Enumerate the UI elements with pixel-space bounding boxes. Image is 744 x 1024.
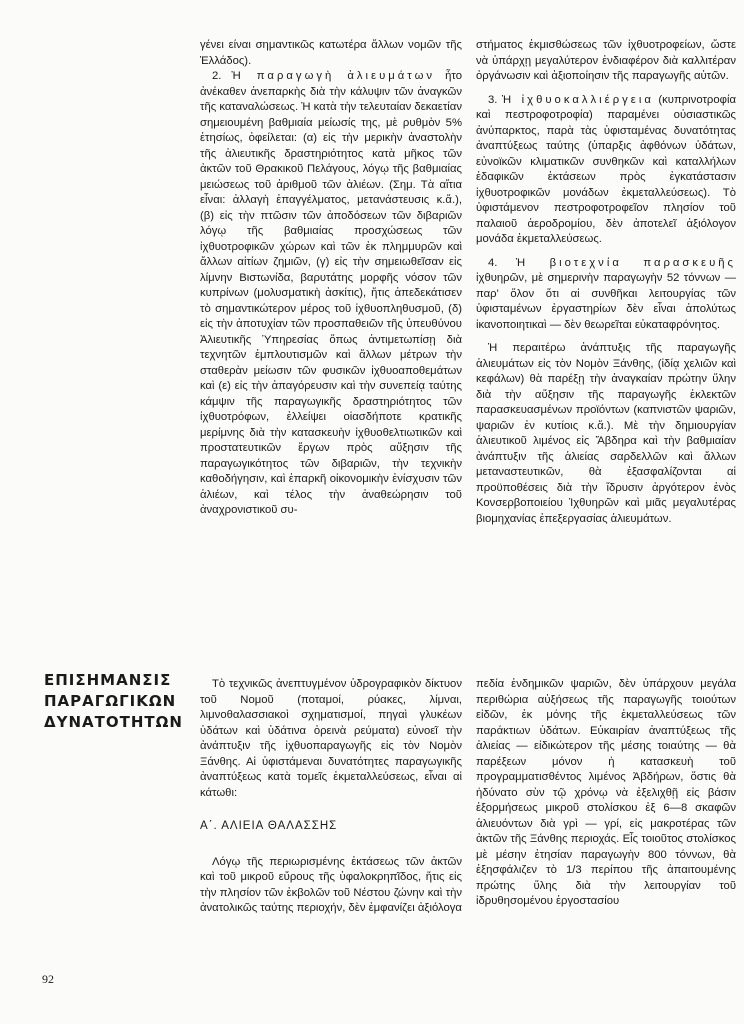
paragraph-continuation: πεδία ἐνδημικῶν ψαριῶν, δὲν ὑπάρχουν μεγάλα περιθώρια αὐξήσεως τῆς παραγωγῆς τοιούτων εἰδῶν, ἐκ μόνης τῆς ἐκμεταλλεύσεως τῶν παράκτιων ὑδάτων. Εὐκαιρίαν ἀναπτύξεως τῆς ἁλιείας — εἰδικώτερον τῆς μέσης τοιαύτης — θὰ παρέξεων μόνον ἡ κατασκευὴ τοῦ προγραμματισθέντος λιμένος Ἀβδήρων, ὅστις θὰ ἠδύνατο σὺν τῷ χρόνῳ νὰ ἐξελιχθῇ εἰς βάσιν ἐξορμήσεως μικροῦ στολίσκου ἐξ 6—8 σκαφῶν ἁλιευόντων διὰ γρὶ — γρί, εἰς μακροτέρας τῶν ἀκτῶν τῆς Ξάνθης περιοχάς. Εἷς τοιοῦτος στολίσκος μὲ μέσην ἐτησίαν παραγωγὴν 800 τόννων, θὰ ἐξησφάλιζεν τὸ 1/3 περίπου τῆς ἀπαιτουμένης πρώτης ὕλης διὰ τὴν λειτουργίαν τοῦ ἱδρυθησομένου ἐργοστασίου <box>476 678 736 907</box>
paragraph-fish-farming <box>476 93 736 248</box>
paragraph-fish-production <box>200 69 462 519</box>
lower-right-column <box>476 677 736 910</box>
item-number: 3. <box>488 93 502 106</box>
item-number: 2. <box>212 70 232 82</box>
paragraph-further-development: Ἡ περαιτέρω ἀνάπτυξις τῆς παραγωγῆς ἁλιευμάτων εἰς τὸν Νομὸν Ξάνθης, (ἰδίᾳ χελιῶν καὶ κεφάλων) θὰ παρέξῃ τὴν ἀναγκαίαν πρώτην ὕλην διὰ τὴν αὔξησιν τῆς παραγωγῆς ἐκλεκτῶν παρασκευασμένων προϊόντων (καπνιστῶν ψαριῶν, ψαριῶν ἐν κυτίοις κ.ἄ.). Μὲ τὴν δημιουργίαν ἁλιευτικοῦ λιμένος εἰς Ἄβδηρα καὶ τὴν βαθμιαίαν ἀνάπτυξιν τῆς ἁλιείας σαρδελλῶν καὶ ἄλλων μεταναστευτικῶν, θὰ ἐξασφαλίζονται αἱ προϋποθέσεις διὰ τὴν ἵδρυσιν ἀργότερον ἑνὸς Κονσερβοποιείου Ἰχθυηρῶν καὶ μιᾶς μεγαλυτέρας βιομηχανίας ἐπεξεργασίας ἁλιευμάτων. <box>476 342 736 525</box>
subheading-sea-fishing: Α΄. ΑΛΙΕΙΑ ΘΑΛΑΣΣΗΣ <box>200 820 338 832</box>
spaced-heading: Ἡ ἰχθυοκαλλιέργεια <box>501 93 654 106</box>
page-number: 92 <box>42 972 54 986</box>
side-heading-line: ΔΥΝΑΤΟΤΗΤΩΝ <box>44 713 183 731</box>
side-heading-line: ΠΑΡΑΓΩΓΙΚΩΝ <box>44 692 177 710</box>
section-side-heading <box>44 670 190 733</box>
paragraph-text: (κυπρινοτροφία καὶ πεστροφοτροφία) παραμένει οὐσιαστικῶς ἀνύπαρκτος, παρὰ τὰς ὑφισταμένας δυνατότητας ἀναπτύξεως ταύτης (ὑπαρξις ἀφθόνων ὑδάτων, εὐνοϊκῶν κλιματικῶν συνθηκῶν καὶ καταλλήλων ἐδαφικῶν ἐκτάσεων πρὸς ἐγκατάστασιν ἰχθυοτροφικῶν μονάδων ἐκμεταλλεύσεως). Τὸ ὑφιστάμενον πεστροφοτροφεῖον πλησίον τοῦ παλαιοῦ ἀεροδρομίου, δὲν ἀποτελεῖ ἀξιόλογον μονάδα ἐκμεταλλεύσεως. <box>476 93 736 245</box>
spaced-heading: Ἡ παραγωγὴ ἁλιευμάτων <box>231 70 436 82</box>
paragraph-continuation: γένει είναι σημαντικῶς κατωτέρα ἄλλων νομῶν τῆς Ἑλλάδος). <box>200 39 462 67</box>
paragraph-fish-processing <box>476 256 736 334</box>
upper-right-column <box>476 38 736 527</box>
side-heading-line: ΕΠΙΣΗΜΑΝΣΙΣ <box>44 671 172 689</box>
upper-left-column <box>200 38 462 519</box>
paragraph-sea-fishing: Λόγῳ τῆς περιωρισμένης ἐκτάσεως τῶν ἀκτῶν καὶ τοῦ μικροῦ εὔρους τῆς ὑφαλοκρηπῖδος, ἥτις εἰς τὴν πλησίον τῶν ἐκβολῶν τοῦ Νέστου ζώνην καὶ τὴν ἀνατολικῶς ταύτης περιοχήν, δὲν ἐμφανίζει ἀξιόλογα <box>200 855 462 914</box>
paragraph-hydrographic-network: Τὸ τεχνικῶς ἀνεπτυγμένον ὑδρογραφικὸν δίκτυον τοῦ Νομοῦ (ποταμοί, ρύακες, λίμναι, λιμνοθαλασσιακοὶ σχηματισμοί, πηγαὶ γλυκέων ὑδάτων καὶ ὑδάτινα ὀρεινὰ ρεύματα) εὐνοεῖ τὴν ἀνάπτυξιν τῆς ἰχθυοπαραγωγῆς εἰς τὸν Νομὸν Ξάνθης. Αἱ ὑφιστάμεναι δυνατότητες παραγωγικῆς ἀναπτύξεως κατὰ τομεῖς ἐκμεταλλεύσεως, εἶναι αἱ κάτωθι: <box>200 678 462 799</box>
paragraph-continuation: στήματος ἐκμισθώσεως τῶν ἰχθυοτροφείων, ὥστε νὰ ὑπάρχῃ μεγαλύτερον ἐνδιαφέρον διὰ καλλιτέραν ὀργάνωσιν καὶ ἀξιοποίησιν τῆς παραγωγῆς αὐτῶν. <box>476 39 736 82</box>
paragraph-text: ἰχθυηρῶν, μὲ σημερινὴν παραγωγὴν 52 τόννων — παρ' ὅλον ὅτι αἱ συνθῆκαι λειτουργίας τῶν ὑφισταμένων ἐργαστηρίων δὲν εἶναι ἀπολύτως ἱκανοποιητικαὶ — δὲν θεωρεῖται εὐκαταφρόνητος. <box>476 272 736 331</box>
item-number: 4. <box>488 256 516 269</box>
spaced-heading: Ἡ βιοτεχνία παρασκευῆς <box>515 256 736 269</box>
lower-left-column <box>200 677 462 917</box>
paragraph-text: ἦτο ἀνέκαθεν ἀνεπαρκὴς διὰ τὴν κάλυψιν τῶν ἀναγκῶν τῆς καταναλώσεως. Ἡ κατὰ τὴν τελευταίαν δεκαετίαν σημειουμένη βαθμιαία μείωσίς της, μὲ ρυθμὸν 5% ἐτησίως, ὀφείλεται: (α) εἰς τὴν μερικὴν ἀναστολὴν τῆς ἁλιευτικῆς δραστηριότητος κατὰ μῆκος τῶν ἀκτῶν τοῦ Θρακικοῦ Πελάγους, λόγῳ τῆς βαθμιαίας μειώσεως τοῦ ἀριθμοῦ τῶν ἁλιέων. (Σημ. Τὰ αἴτια εἶναι: ἀλλαγὴ ἐπαγγέλματος, μετανάστευσις κ.ἄ.), (β) εἰς τὴν πτῶσιν τῶν ἀποδόσεων τῶν διβαριῶν λόγῳ τῆς βαθμιαίας προσχώσεως τῶν ἰχθυοτροφικῶν χώρων καὶ τῶν ἐκ πλημμυρῶν καὶ ἄλλων αἰτίων ζημιῶν, (γ) εἰς τὴν σημειωθεῖσαν εἰς λίμνην Βιστωνίδα, βαρυτάτης μορφῆς νόσον τῶν κυπρίνων (μολυσματικὴ ἀσκίτις), ἥτις ἀπεδεκάτισεν τὸ σημαντικώτερον μέρος τοῦ ἰχθυοπληθυσμοῦ, (δ) εἰς τὴν ἀποτυχίαν τῶν προσπαθειῶν τῆς ὑπευθύνου Ἁλιευτικῆς Ὑπηρεσίας ὅπως ἀντιμετωπίσῃ διὰ τεχνητῶν ἐμπλουτισμῶν καὶ ἄλλων μέτρων τὴν σταθερὰν μείωσιν τῶν φυσικῶν ἰχθυοαποθεμάτων καὶ (ε) εἰς τὴν ἀπαγόρευσιν καὶ τὴν συνεπείᾳ ταύτης κάμψιν τῆς παραγωγικῆς δραστηριότητος τῶν ἰχθυοτρόφων, ἐλλείψει οἱασδήποτε κρατικῆς μερίμνης διὰ τὴν κατασκευὴν ἰχθυοθελτιωτικῶν καὶ προστατευτικῶν ἔργων πρὸς αὔξησιν τῆς παραγωγικότητος τῶν διβαριῶν, τὴν τεχνικὴν καθοδήγησιν, καὶ ἐπαρκῆ οἰκονομικὴν ἐνίσχυσιν τῶν ἁλιέων, καὶ τέλος τὴν ἀναθεώρησιν τοῦ ἀναχρονιστικοῦ συ- <box>200 70 463 516</box>
